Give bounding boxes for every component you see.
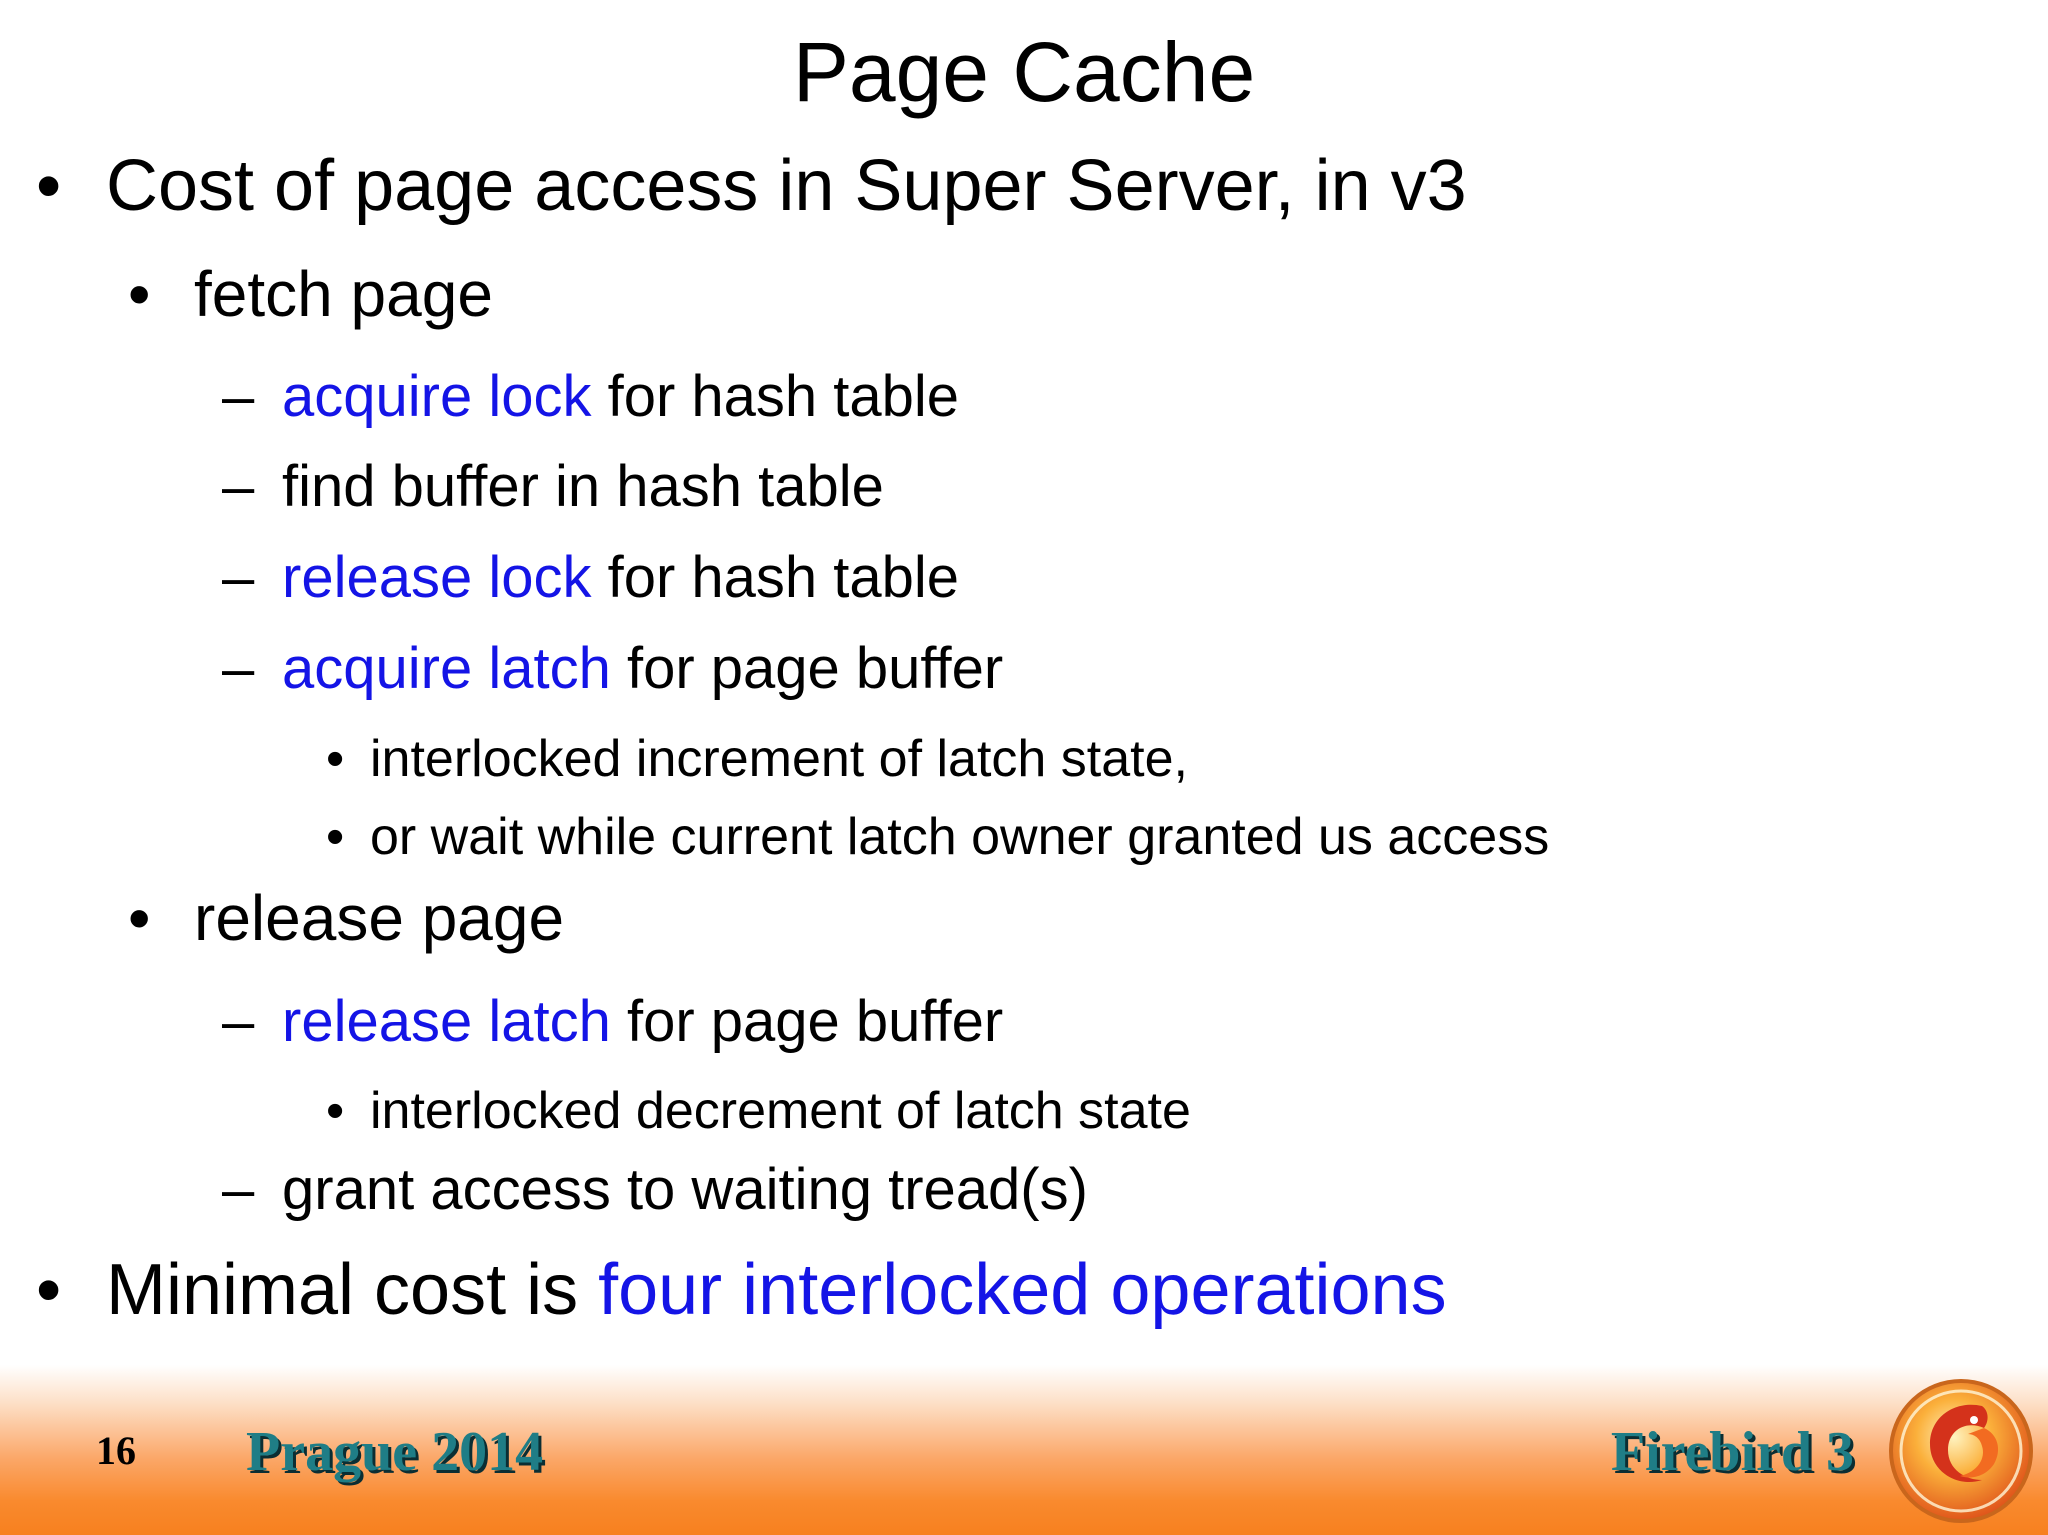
product-name: Firebird 3 (1610, 1421, 1854, 1483)
highlighted-phrase: acquire lock (282, 364, 592, 429)
bullet-marker: – (222, 989, 255, 1054)
highlighted-phrase: release latch (282, 989, 611, 1054)
text-run: for hash table (591, 545, 960, 610)
bullet-text-level-2 (194, 258, 493, 330)
bullet-text-level-4 (370, 1081, 1191, 1141)
bullet-text-level-3 (282, 545, 959, 611)
bullet-marker: – (222, 636, 255, 701)
slide-title: Page Cache (792, 25, 1256, 119)
bullet-text-level-3 (282, 454, 884, 520)
page-number: 16 (96, 1428, 136, 1473)
text-run: release page (194, 882, 565, 954)
bullet-marker: – (222, 545, 255, 610)
bullet-marker: • (326, 730, 345, 788)
bullet-marker: • (36, 1250, 62, 1330)
highlighted-phrase: acquire latch (282, 636, 611, 701)
text-run: Cost of page access in Super Server, in v3 (106, 146, 1467, 226)
text-run: grant access to waiting tread(s) (282, 1157, 1088, 1222)
text-run: or wait while current latch owner granted us access (370, 808, 1550, 866)
text-run: for page buffer (610, 989, 1004, 1054)
bullet-text-level-3 (282, 1157, 1088, 1223)
text-run: interlocked decrement of latch state (370, 1082, 1191, 1140)
text-run: for hash table (591, 364, 960, 429)
bullet-marker: • (128, 882, 151, 954)
text-run: find buffer in hash table (282, 454, 884, 519)
bullet-marker: – (222, 364, 255, 429)
firebird-logo-icon (1886, 1376, 2036, 1526)
bullet-text-level-4 (370, 807, 1549, 867)
bullet-marker: • (128, 258, 151, 330)
bullet-text-level-4 (370, 729, 1188, 789)
bullet-text-level-1 (106, 1250, 1447, 1330)
bullet-text-level-2 (194, 882, 564, 954)
text-run: fetch page (194, 258, 493, 330)
text-run: for page buffer (610, 636, 1004, 701)
highlighted-phrase: four interlocked operations (598, 1250, 1447, 1330)
bullet-text-level-3 (282, 636, 1003, 702)
text-run: interlocked increment of latch state, (370, 730, 1188, 788)
bullet-text-level-3 (282, 989, 1003, 1055)
bullet-marker: • (36, 146, 62, 226)
bullet-text-level-3 (282, 364, 959, 430)
bullet-marker: – (222, 454, 255, 519)
bullet-marker: • (326, 808, 345, 866)
bullet-marker: • (326, 1082, 345, 1140)
highlighted-phrase: release lock (282, 545, 592, 610)
text-run: Minimal cost is (106, 1250, 599, 1330)
bullet-marker: – (222, 1157, 255, 1222)
event-name: Prague 2014 (246, 1421, 544, 1483)
bullet-text-level-1 (106, 146, 1467, 226)
